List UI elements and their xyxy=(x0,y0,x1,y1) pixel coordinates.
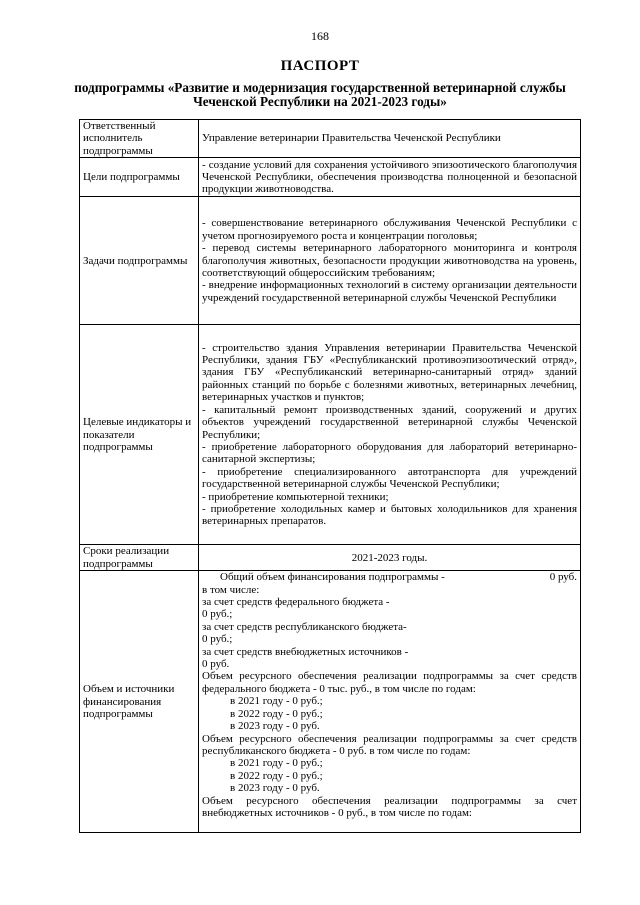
row-terms xyxy=(80,545,581,571)
funding-total-text: Общий объем финансирования подпрограммы - xyxy=(220,571,445,584)
funding-federal-year: в 2021 году - 0 руб.; xyxy=(230,695,323,708)
document-title: ПАСПОРТ xyxy=(280,58,360,74)
indicator-item: - приобретение компьютерной техники; xyxy=(202,490,389,503)
indicator-item: - капитальный ремонт производственных зданий, сооружений и других объектов учреждений государственной ветеринарной службы Чеченской Республики; xyxy=(202,403,577,441)
funding-line: 0 руб.; xyxy=(202,633,233,646)
tasks-value xyxy=(199,197,581,325)
funding-line: 0 руб. xyxy=(202,658,230,671)
task-item: - перевод системы ветеринарного лабораторного мониторинга и контроля благополучия животных, безопасности продукции животноводства на уровень, соответствующий общероссийским требованиям; xyxy=(202,242,577,279)
funding-label: Объем и источники финансирования подпрограммы xyxy=(80,571,199,833)
funding-total-value: 0 руб. xyxy=(549,571,577,584)
task-item: - совершенствование ветеринарного обслуживания Чеченской Республики с учетом прогнозируемого роста и концентрации поголовья; xyxy=(202,217,577,242)
indicator-item: - приобретение лабораторного оборудования для лабораторий ветеринарно-санитарной экспертизы; xyxy=(202,440,577,466)
indicator-item: - строительство здания Управления ветеринарии Правительства Чеченской Республики, здания ГБУ «Республиканский противоэпизоотический отряд», здания ГБУ «Республиканский ветеринарно-санитарный отряд» зданий районных станций по борьбе с болезнями животных, ветеринарных лечебниц, ветеринарных участков и пунктов; xyxy=(202,341,577,404)
tasks-label: Задачи подпрограммы xyxy=(80,197,199,325)
funding-republic-year: в 2022 году - 0 руб.; xyxy=(230,769,323,782)
funding-federal-year: в 2022 году - 0 руб.; xyxy=(230,707,323,720)
goals-label: Цели подпрограммы xyxy=(80,158,199,197)
terms-value: 2021-2023 годы. xyxy=(199,545,581,571)
indicators-label: Целевые индикаторы и показатели подпрограммы xyxy=(80,325,199,545)
indicator-item: - приобретение специализированного автотранспорта для учреждений государственной ветеринарной службы Чеченской Республики; xyxy=(202,465,577,491)
funding-extra-text: Объем ресурсного обеспечения реализации подпрограммы за счет внебюджетных источников - 0 руб., в том числе по годам: xyxy=(202,794,577,819)
funding-republic-year: в 2021 году - 0 руб.; xyxy=(230,757,323,770)
passport-table xyxy=(79,119,581,833)
row-indicators xyxy=(80,325,581,545)
task-item: - внедрение информационных технологий в систему организации деятельности учреждений государственной ветеринарной службы Чеченской Республики xyxy=(202,279,577,304)
executor-label: Ответственный исполнитель подпрограммы xyxy=(80,120,199,158)
funding-line: за счет средств республиканского бюджета- xyxy=(202,620,407,633)
funding-republic-text: Объем ресурсного обеспечения реализации подпрограммы за счет средств республиканского бюджета - 0 руб. в том числе по годам: xyxy=(202,732,577,757)
page-number: 168 xyxy=(311,29,329,43)
funding-line: за счет средств внебюджетных источников - xyxy=(202,645,409,658)
row-tasks xyxy=(80,197,581,325)
row-funding xyxy=(80,571,581,833)
funding-line: в том числе: xyxy=(202,583,260,596)
indicator-item: - приобретение холодильных камер и бытовых холодильников для хранения ветеринарных препаратов. xyxy=(202,502,577,528)
row-executor xyxy=(80,120,581,158)
executor-value: Управление ветеринарии Правительства Чеченской Республики xyxy=(199,120,581,158)
funding-line: за счет средств федерального бюджета - xyxy=(202,596,390,609)
row-goals xyxy=(80,158,581,197)
funding-line: 0 руб.; xyxy=(202,608,233,621)
indicators-value xyxy=(199,325,581,545)
funding-federal-year: в 2023 году - 0 руб. xyxy=(230,720,320,733)
funding-federal-text: Объем ресурсного обеспечения реализации подпрограммы за счет средств федерального бюджета - 0 тыс. руб., в том числе по годам: xyxy=(202,670,577,695)
funding-value xyxy=(199,571,581,833)
funding-total xyxy=(202,571,577,583)
goals-value: - создание условий для сохранения устойчивого эпизоотического благополучия Чеченской Республики, обеспечения производства полноценной и безопасной продукции животноводства. xyxy=(199,158,581,197)
funding-republic-year: в 2023 году - 0 руб. xyxy=(230,782,320,795)
document-subtitle: подпрограммы «Развитие и модернизация государственной ветеринарной службы Чеченской Республики на 2021-2023 годы» xyxy=(74,80,566,109)
terms-label: Сроки реализации подпрограммы xyxy=(80,545,199,571)
